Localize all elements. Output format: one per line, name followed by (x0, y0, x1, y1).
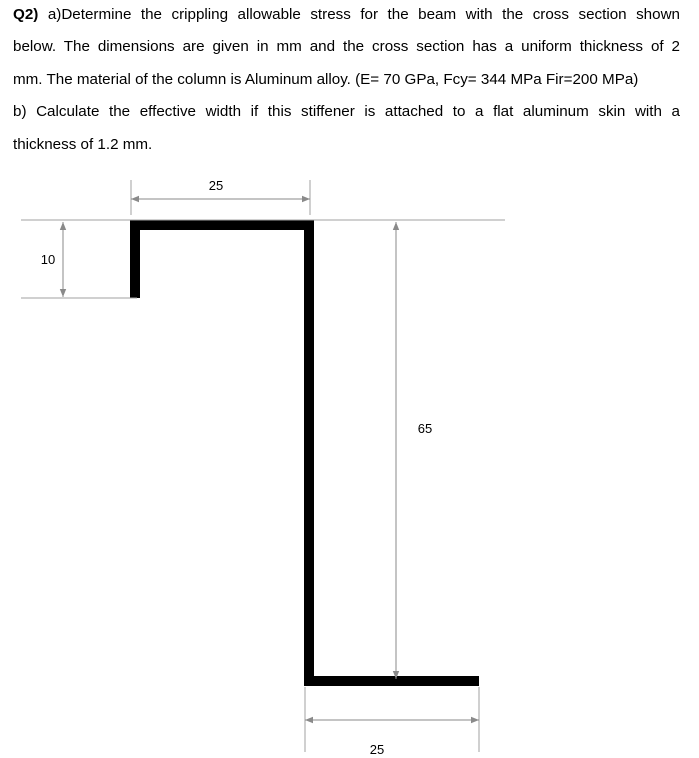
dimension-lines (63, 199, 479, 720)
z-section-profile (135, 225, 479, 681)
question-line-5: thickness of 1.2 mm. (13, 136, 153, 153)
dim-label-lip: 10 (40, 252, 56, 267)
dim-label-bottom-flange: 25 (369, 742, 385, 757)
question-line-2: below. The dimensions are given in mm and the cross section has a uniform thickness of 2 (13, 38, 680, 55)
dim-label-top-flange: 25 (208, 178, 224, 193)
question-line-1-text: Determine the crippling allowable stress for the beam with the cross section shown (61, 6, 680, 23)
extension-lines (21, 180, 505, 752)
question-id: Q2) (13, 6, 39, 23)
dim-label-web: 65 (417, 421, 433, 436)
question-line-4: b) Calculate the effective width if this stiffener is attached to a flat aluminum skin with a (13, 103, 680, 120)
part-a-label: a) (47, 6, 62, 23)
question-line-3: mm. The material of the column is Aluminum alloy. (E= 70 GPa, Fcy= 344 MPa Fir=200 MPa) (13, 71, 639, 88)
